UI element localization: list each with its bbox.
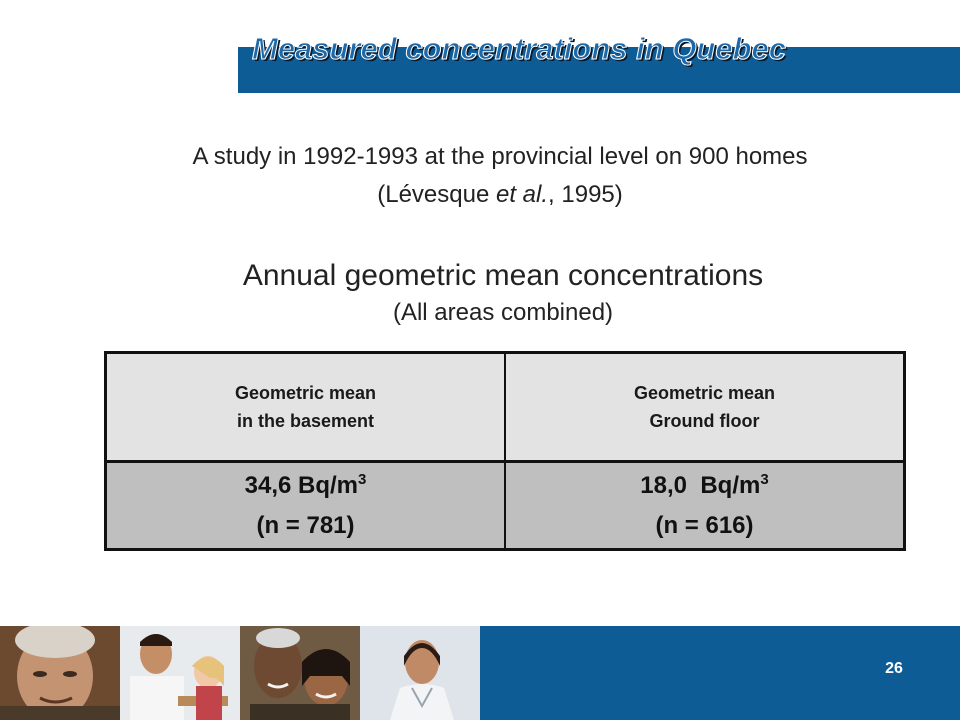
citation: (Lévesque et al., 1995) [377, 181, 623, 208]
table-header-row [106, 353, 905, 462]
citation-year: , 1995) [548, 181, 623, 208]
citation-etal: et al. [496, 181, 549, 208]
sample-count: (n = 781) [256, 511, 355, 539]
value-text: 18,0 Bq/m [640, 471, 761, 499]
header-line: Geometric mean [234, 383, 377, 403]
photo-nurse [360, 626, 480, 720]
value-exponent: 3 [358, 470, 367, 488]
slide-title: Measured concentrations in Quebec [252, 31, 787, 66]
photo-doctor-child [120, 626, 240, 720]
photo-elderly-man [0, 626, 120, 720]
citation-author: Lévesque [385, 181, 490, 208]
concentration-table [104, 351, 906, 551]
photo-couple [240, 626, 360, 720]
section-subheading: (All areas combined) [392, 299, 614, 326]
value-basement [106, 462, 506, 550]
header-ground-floor [505, 353, 905, 462]
sample-count: (n = 616) [655, 511, 754, 539]
value-exponent: 3 [760, 470, 769, 488]
value-ground-floor [505, 462, 905, 550]
value-line [107, 466, 504, 506]
value-text: 34,6 Bq/m [244, 471, 359, 499]
section-heading: Annual geometric mean concentrations [242, 259, 764, 292]
header-line: Geometric mean [633, 383, 776, 403]
header-line: in the basement [236, 411, 375, 431]
study-description [0, 138, 960, 214]
header-basement [106, 353, 506, 462]
page-number: 26 [885, 660, 903, 677]
study-text: A study in 1992-1993 at the provincial level on 900 homes [192, 143, 808, 170]
footer-bar [0, 626, 960, 720]
value-line [506, 466, 903, 506]
table-row [106, 462, 905, 550]
header-line: Ground floor [649, 411, 760, 431]
